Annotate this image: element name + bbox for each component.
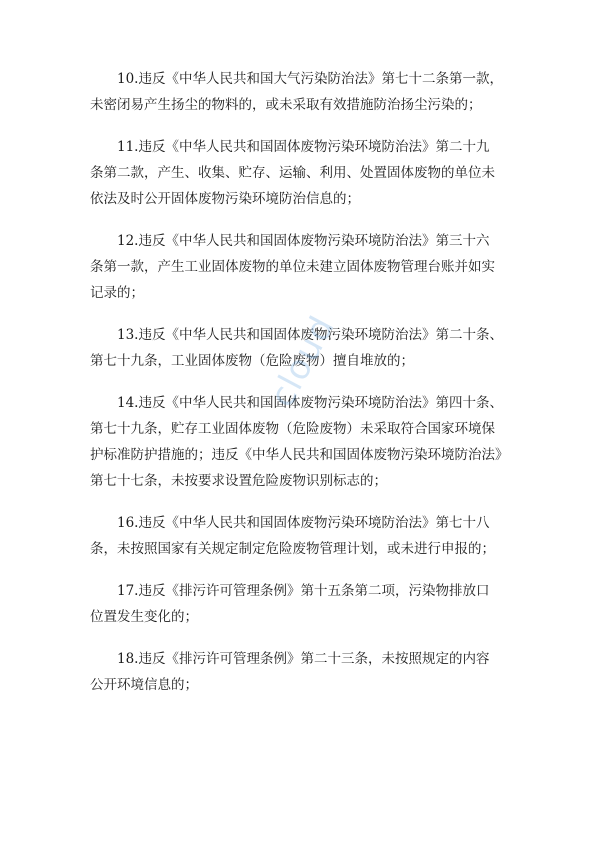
paragraph-line: 第七十九条，工业固体废物（危险废物）擅自堆放的； xyxy=(90,353,414,369)
paragraph-item-14 xyxy=(90,390,510,494)
paragraph-line: 位置发生变化的； xyxy=(90,609,198,625)
paragraph-line: 记录的； xyxy=(90,285,144,301)
paragraph-item-17 xyxy=(90,578,510,630)
document-page xyxy=(90,66,510,714)
watermark-logo: cloud xyxy=(262,309,343,414)
paragraph-item-13 xyxy=(90,322,510,374)
paragraph-line: 11.违反《中华人民共和国固体废物污染环境防治法》第二十九 xyxy=(117,139,490,155)
paragraph-item-12 xyxy=(90,228,510,306)
paragraph-line: 16.违反《中华人民共和国固体废物污染环境防治法》第七十八 xyxy=(117,515,490,531)
paragraph-line: 公开环境信息的； xyxy=(90,677,198,693)
paragraph-line: 护标准防护措施的；违反《中华人民共和国固体废物污染环境防治法》 xyxy=(90,447,509,463)
paragraph-line: 条，未按照国家有关规定制定危险废物管理计划，或未进行申报的； xyxy=(90,541,495,557)
paragraph-line: 条第一款，产生工业固体废物的单位未建立固体废物管理台账并如实 xyxy=(90,259,495,275)
paragraph-line: 10.违反《中华人民共和国大气污染防治法》第七十二条第一款， xyxy=(117,71,503,87)
paragraph-line: 13.违反《中华人民共和国固体废物污染环境防治法》第二十条、 xyxy=(117,327,503,343)
paragraph-line: 未密闭易产生扬尘的物料的，或未采取有效措施防治扬尘污染的； xyxy=(90,97,482,113)
paragraph-line: 12.违反《中华人民共和国固体废物污染环境防治法》第三十六 xyxy=(117,233,490,249)
paragraph-line: 14.违反《中华人民共和国固体废物污染环境防治法》第四十条、 xyxy=(117,395,503,411)
paragraph-line: 第七十九条，贮存工业固体废物（危险废物）未采取符合国家环境保 xyxy=(90,421,495,437)
paragraph-line: 条第二款，产生、收集、贮存、运输、利用、处置固体废物的单位未 xyxy=(90,165,495,181)
paragraph-line: 18.违反《排污许可管理条例》第二十三条，未按照规定的内容 xyxy=(117,651,490,667)
paragraph-item-10 xyxy=(90,66,510,118)
paragraph-item-16 xyxy=(90,510,510,562)
paragraph-item-11 xyxy=(90,134,510,212)
paragraph-line: 第七十七条，未按要求设置危险废物识别标志的； xyxy=(90,473,387,489)
paragraph-line: 依法及时公开固体废物污染环境防治信息的； xyxy=(90,191,360,207)
paragraph-line: 17.违反《排污许可管理条例》第十五条第二项，污染物排放口 xyxy=(117,583,490,599)
paragraph-item-18 xyxy=(90,646,510,698)
